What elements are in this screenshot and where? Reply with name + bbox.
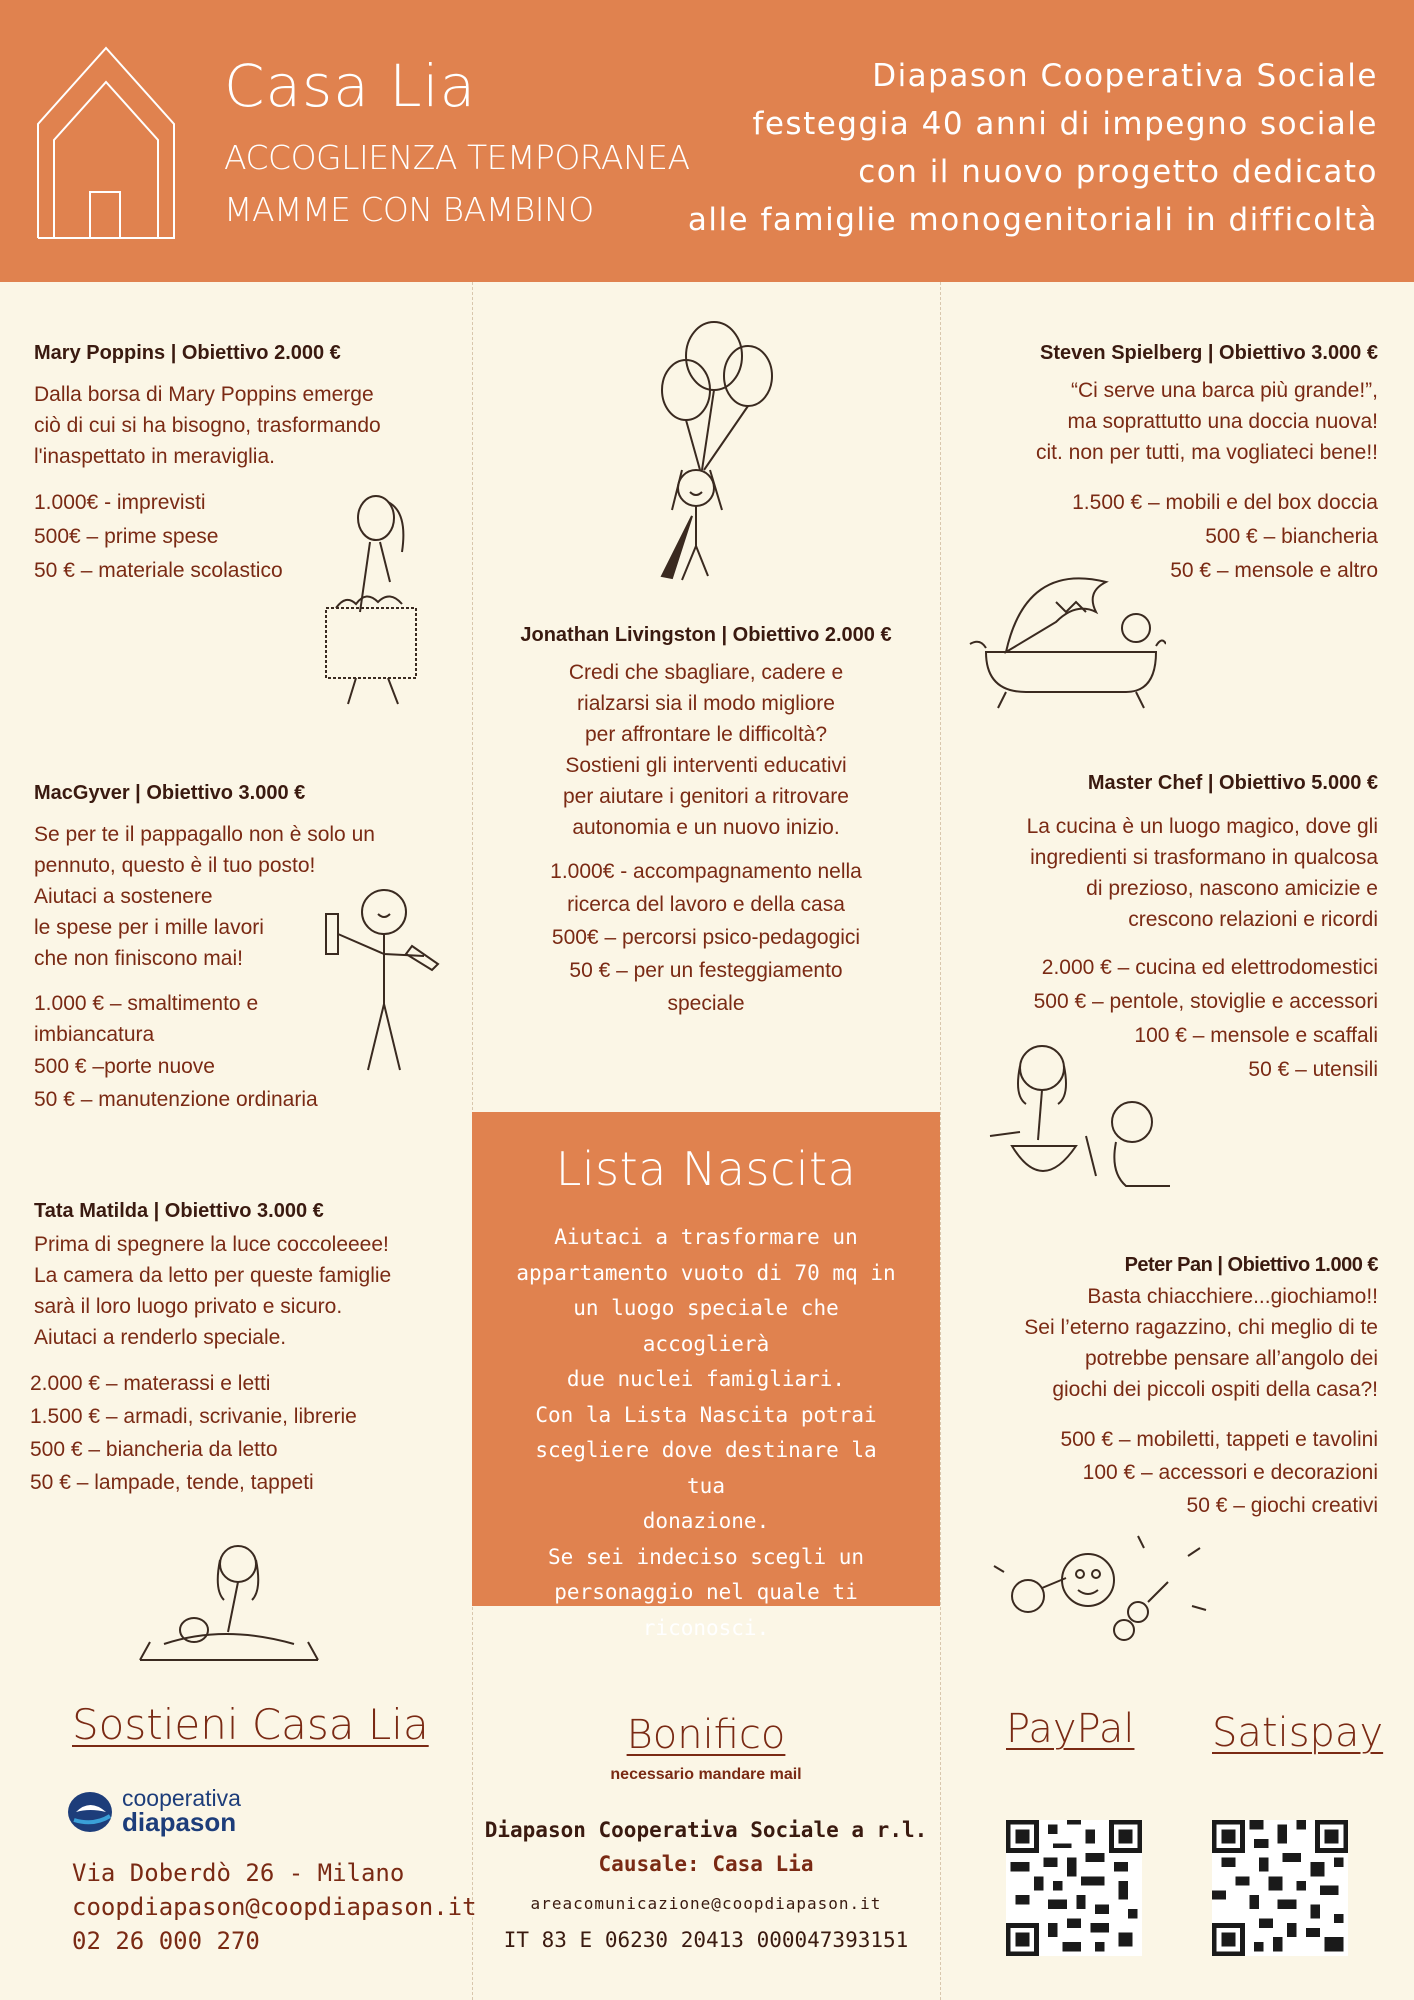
- beneficiary: Diapason Cooperativa Sociale a r.l.: [484, 1818, 928, 1842]
- logo-line-1: cooperativa: [122, 1785, 241, 1811]
- text-line: autonomia e un nuovo inizio.: [572, 816, 840, 839]
- lista-nascita-body: [516, 1220, 896, 1646]
- tagline-line: Diapason Cooperativa Sociale: [872, 58, 1378, 94]
- steven-spielberg-section: [960, 338, 1378, 588]
- column-divider: [940, 282, 941, 2000]
- budget-item: 100 € – mensole e scaffali: [1134, 1024, 1378, 1047]
- phone-number: 02 26 000 270: [72, 1927, 260, 1955]
- paypal-title: PayPal: [1006, 1706, 1135, 1752]
- shark-bathtub-illustration-icon: [966, 552, 1166, 712]
- logo-line-2: diapason: [122, 1807, 237, 1837]
- text-line: cit. non per tutti, ma vogliateci bene!!: [1035, 441, 1378, 464]
- tagline-line: alle famiglie monogenitoriali in difficoltà: [687, 202, 1378, 238]
- text-line: potrebbe pensare all’angolo dei: [1084, 1347, 1378, 1370]
- tata-matilda-illustration-icon: [134, 1540, 324, 1664]
- house-logo-icon: [36, 44, 176, 240]
- text-line: Aiutaci a sostenere: [34, 885, 213, 908]
- budget-item: speciale: [667, 992, 745, 1015]
- text-line: La cucina è un luogo magico, dove gli: [1026, 815, 1378, 838]
- budget-item: 500 € –porte nuove: [34, 1055, 215, 1078]
- peter-pan-items: [960, 1423, 1378, 1522]
- text-line: un luogo speciale che accoglierà: [573, 1296, 839, 1356]
- diapason-logo-icon: [66, 1788, 118, 1838]
- macgyver-heading: MacGyver | Obiettivo 3.000 €: [34, 782, 306, 804]
- text-line: per affrontare le difficoltà?: [584, 723, 828, 746]
- budget-item: 1.500 € – armadi, scrivanie, librerie: [30, 1405, 357, 1428]
- causale: Causale: Casa Lia: [598, 1852, 814, 1876]
- bonifico-email[interactable]: areacomunicazione@coopdiapason.it: [530, 1894, 882, 1913]
- text-line: scegliere dove destinare la tua: [535, 1438, 877, 1498]
- budget-item: 500€ – percorsi psico-pedagogici: [551, 926, 861, 949]
- text-line: Aiutaci a renderlo speciale.: [34, 1326, 287, 1349]
- peter-pan-heading: Peter Pan | Obiettivo 1.000 €: [1124, 1254, 1378, 1276]
- budget-item: 50 € – manutenzione ordinaria: [34, 1088, 318, 1111]
- mary-poppins-illustration-icon: [296, 488, 436, 708]
- text-line: due nuclei famigliari.: [566, 1367, 846, 1391]
- peter-pan-text: [960, 1281, 1378, 1405]
- header-tagline: [688, 52, 1378, 244]
- text-line: donazione.: [642, 1509, 770, 1533]
- master-chef-illustration-icon: [986, 1036, 1196, 1196]
- lista-nascita-title: Lista Nascita: [555, 1142, 857, 1196]
- diapason-logo: [66, 1786, 276, 1840]
- text-line: ma soprattutto una doccia nuova!: [1067, 410, 1378, 433]
- text-line: ciò di cui si ha bisogno, trasformando: [34, 414, 381, 437]
- tata-matilda-items: [30, 1367, 444, 1499]
- text-line: pennuto, questo è il tuo posto!: [34, 854, 316, 877]
- tagline-line: con il nuovo progetto dedicato: [858, 154, 1378, 190]
- text-line: per aiutare i genitori a ritrovare: [563, 785, 849, 808]
- text-line: Aiutaci a trasformare un: [554, 1225, 858, 1249]
- balloons-illustration-icon: [622, 320, 782, 582]
- master-chef-text: [960, 811, 1378, 935]
- budget-item: 50 € – giochi creativi: [1186, 1494, 1378, 1517]
- budget-item: 2.000 € – materassi e letti: [30, 1372, 271, 1395]
- text-line: giochi dei piccoli ospiti della casa?!: [1052, 1378, 1378, 1401]
- text-line: sarà il loro luogo privato e sicuro.: [34, 1295, 343, 1318]
- steven-spielberg-text: [960, 375, 1378, 468]
- text-line: che non finiscono mai!: [34, 947, 243, 970]
- text-line: La camera da letto per queste famiglie: [34, 1264, 392, 1287]
- text-line: l'inaspettato in meraviglia.: [34, 445, 275, 468]
- text-line: riconosci.: [642, 1615, 770, 1640]
- subtitle-line-2: MAMME CON BAMBINO: [224, 190, 594, 229]
- toys-illustration-icon: [988, 1526, 1214, 1656]
- budget-item: ricerca del lavoro e della casa: [567, 893, 845, 916]
- budget-item: 50 € – per un festeggiamento: [569, 959, 843, 982]
- bonifico-title: [472, 1712, 940, 1758]
- budget-item: 1.000 € – smaltimento e: [34, 992, 259, 1015]
- text-line: Sei l’eterno ragazzino, chi meglio di te: [1024, 1316, 1378, 1339]
- jonathan-livingston-heading: Jonathan Livingston | Obiettivo 2.000 €: [520, 624, 892, 646]
- tagline-line: festeggia 40 anni di impegno sociale: [752, 106, 1378, 142]
- iban: IT 83 E 06230 20413 000047393151: [503, 1928, 909, 1952]
- budget-item: 50 € – mensole e altro: [1170, 559, 1378, 582]
- budget-item: 50 € – utensili: [1248, 1058, 1378, 1081]
- macgyver-illustration-icon: [312, 884, 442, 1074]
- budget-item: 2.000 € – cucina ed elettrodomestici: [1041, 956, 1378, 979]
- header-banner: [0, 0, 1414, 282]
- budget-item: 500 € – pentole, stoviglie e accessori: [1033, 990, 1378, 1013]
- jonathan-livingston-section: [472, 620, 940, 1020]
- text-line: di prezioso, nascono amicizie e: [1086, 877, 1378, 900]
- budget-item: 50 € – materiale scolastico: [34, 559, 283, 582]
- address: Via Doberdò 26 - Milano: [72, 1859, 405, 1887]
- budget-item: 500 € – biancheria da letto: [30, 1438, 278, 1461]
- steven-spielberg-heading: Steven Spielberg | Obiettivo 3.000 €: [1040, 342, 1378, 364]
- tata-matilda-text: [34, 1229, 444, 1353]
- text-line: crescono relazioni e ricordi: [1128, 908, 1378, 931]
- bonifico-note: necessario mandare mail: [610, 1766, 802, 1783]
- peter-pan-section: [960, 1250, 1378, 1522]
- budget-item: 50 € – lampade, tende, tappeti: [30, 1471, 314, 1494]
- jonathan-livingston-items: [472, 855, 940, 1020]
- satispay-title: Satispay: [1212, 1710, 1384, 1756]
- text-line: le spese per i mille lavori: [34, 916, 264, 939]
- text-line: Sostieni gli interventi educativi: [565, 754, 847, 777]
- text-line: rialzarsi sia il modo migliore: [577, 692, 835, 715]
- mary-poppins-text: [34, 379, 434, 472]
- text-line: Se sei indeciso scegli un: [547, 1544, 865, 1569]
- mary-poppins-heading: Mary Poppins | Obiettivo 2.000 €: [34, 342, 341, 364]
- text-line: appartamento vuoto di 70 mq in: [516, 1260, 896, 1285]
- text-line: Se per te il pappagallo non è solo un: [34, 823, 375, 846]
- master-chef-heading: Master Chef | Obiettivo 5.000 €: [1087, 772, 1378, 794]
- text-line: Dalla borsa di Mary Poppins emerge: [34, 383, 374, 406]
- text-line: Con la Lista Nascita potrai: [535, 1402, 877, 1427]
- satispay-qr-code[interactable]: [1212, 1820, 1348, 1956]
- budget-item: 1.500 € – mobili e del box doccia: [1072, 491, 1378, 514]
- budget-item: imbiancatura: [34, 1023, 155, 1046]
- sostieni-title: Sostieni Casa Lia: [72, 1700, 429, 1749]
- page-title: Casa Lia: [224, 52, 477, 120]
- text-line: Credi che sbagliare, cadere e: [568, 661, 844, 684]
- contact-info: [72, 1856, 477, 1958]
- budget-item: 100 € – accessori e decorazioni: [1082, 1461, 1378, 1484]
- budget-item: 500 € – biancheria: [1205, 525, 1378, 548]
- text-line: Basta chiacchiere...giochiamo!!: [1087, 1285, 1378, 1308]
- bonifico-title-text: Bonifico: [626, 1712, 786, 1758]
- budget-item: 500€ – prime spese: [34, 525, 219, 548]
- paypal-qr-code[interactable]: [1006, 1820, 1142, 1956]
- text-line: “Ci serve una barca più grande!”,: [1071, 379, 1378, 402]
- budget-item: 1.000€ - accompagnamento nella: [550, 860, 862, 883]
- lista-nascita-panel: [472, 1112, 940, 1640]
- budget-item: 1.000€ - imprevisti: [34, 491, 206, 514]
- jonathan-livingston-text: [472, 657, 940, 843]
- text-line: personaggio nel quale ti: [554, 1580, 858, 1604]
- text-line: ingredienti si trasformano in qualcosa: [1030, 846, 1378, 869]
- budget-item: 500 € – mobiletti, tappeti e tavolini: [1060, 1428, 1378, 1451]
- email-link[interactable]: coopdiapason@coopdiapason.it: [72, 1893, 477, 1921]
- tata-matilda-section: [30, 1196, 444, 1499]
- text-line: Prima di spegnere la luce coccoleeee!: [34, 1233, 389, 1256]
- subtitle-line-1: ACCOGLIENZA TEMPORANEA: [224, 138, 690, 177]
- tata-matilda-heading: Tata Matilda | Obiettivo 3.000 €: [34, 1200, 324, 1222]
